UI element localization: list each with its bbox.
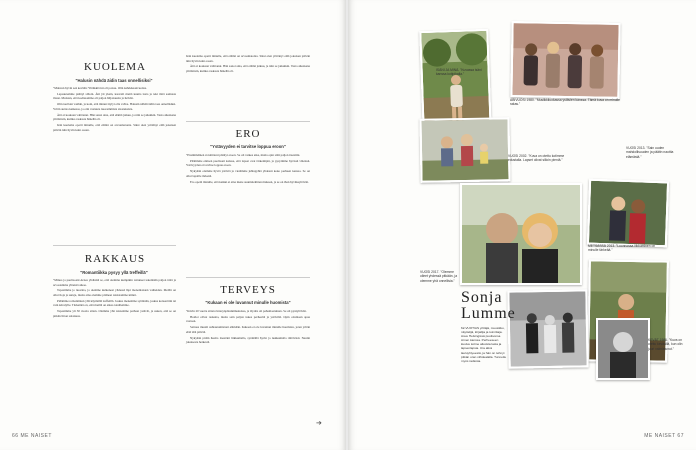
left-page [0,0,346,450]
caption-isani: ISÄNI JA MINÄ. "Kuvassa isäni kanssa kotipihalla." [436,68,482,77]
ero-subtitle: "Ystävyyden ei tarvitse loppua eroon" [210,144,286,149]
column-2-continuation [186,54,310,114]
left-page-folio: 66 ME NAISET [12,433,52,439]
rakkaus-paragraph: Tapasimme yli 30 vuotta sitten. Olemme yhä toistemme parhaat ystävät, ja uskon, että se on pitkän liiton salaisuus. [53,309,176,318]
terveys-body [186,309,310,429]
ero-title: ERO [235,128,261,140]
rakkaus-paragraph: Tapasimme jo nuorina, ja olemme kulkeneet yhdessä läpi monenlaisten vaiheiden. Meillä on ollut iloja ja suruja, mutta aina olemme pitäneet toisistamme kiinni. [53,288,176,297]
kuolema-paragraph: "Muistan hyvin sen kevään: Yhtäkkiä isä oli poissa. Olin kahdeksanvuotias. [53,86,147,90]
section-divider [186,121,310,122]
terveys-paragraph: Nykyään pidän huolta itsestäni liikkumalla, syömällä hyvin ja nukkumalla riittävästi. Nautin jokaisesta hetkestä. [186,335,310,345]
rakkaus-title: RAKKAUS [84,253,146,265]
sonja-name-line2: Lumme [461,305,516,322]
terveys-paragraph: "Kävin 20 vuotta sitten rintasyöpätutkimuksissa, ja löydös oli pahanlaatuinen. Se oli pysäyttävää. [186,309,307,313]
section-divider [186,277,310,278]
rakkaus-subtitle: "Romantiikka pysyy yllä treffeillä" [80,270,148,275]
family-photo-art [421,119,508,180]
selfie-photo-art [462,185,580,283]
kuolema-paragraph: Äiti ei koskaan valittanut. Hän sanoi aina, että elämä jatkuu, ja niin se jatkuikin. Vasta aikuisena ymmärsin, kuinka raskasta hänellä oli. [53,112,176,122]
kuolema-paragraph: Olin tuolloin vanhin, ja koin, että minun täytyi olla vahva. Halusin nähdä äidin taas onnellisiksi. Yritin auttaa kaikessa, ja otin vastuuta nuoremmista sisaruksista. [53,102,176,111]
kuolema-paragraph: Isän kuolema opetti minulle, että elämä on arvaamatonta. Siksi olen yrittänyt elää jokaisen päivän niin hyvin kuin osaan. [186,54,310,63]
garden-photo-art [421,31,489,131]
photo-kevat-1986 [507,289,588,368]
sonja-name-line1: Sonja [461,289,503,306]
terveys-subtitle: "Kukaan ei ole luvannut minulle huomista" [205,300,291,305]
section-divider [53,245,176,246]
rakkaus-paragraph: "Minua ja puolisoani Arnea yhdistää se, että olemme kumpikin tottuneet tekemään paljon töitä ja arvostamme yhteistä aikaa. [53,278,176,287]
caption-metsassa: METSÄSSÄ 2013. "Luonnossa liikkuminen on minulle tärkeää." [588,244,656,253]
ero-paragraph: "Ensimmäinen avioliittoni päättyi eroon. Se oli vaikea aika, mutta opin siitä paljon itsestäni. [186,153,301,157]
kuolema-paragraph: Isän kuolema opetti minulle, että elämä on arvaamatonta. Siksi olen yrittänyt elää jokaisen päivän niin hyvin kuin osaan. [53,122,176,132]
caption-kevat: KEVÄT 1986. "Kuva on otettu keväällä, kun olin juuri valmistunut." [648,338,683,351]
ero-paragraph: Ero opetti minulle, että kaikki ei aina mene suunnitelmien mukaan, ja se on ihan hyväksyttävää. [190,179,309,184]
continue-arrow-icon: ➔ [316,419,322,427]
rakkaus-paragraph: Pidämme romantiikan yllä käymällä treffeillä. Joskus menemme syömään, joskus konserttiin tai vain kävelylle. Tärkeintä on, että meillä on aikaa toisillemme. [53,298,176,308]
photo-abivuosi-1980 [510,21,620,99]
kuolema-paragraph: Äiti ei koskaan valittanut. Hän sanoi aina, että elämä jatkuu, ja niin se jatkuikin. Vasta aikuisena ymmärsin, kuinka raskasta hänellä oli. [186,64,310,73]
caption-abivuosi: ABIVUOSI 1980. "Musiikkiluokassa ystävien kanssa. Tämä kuva on minulle rakas." [510,98,620,107]
wedding-photo-art [589,181,667,246]
terveys-paragraph: Sairaus muutti suhtautumistani elämään. Kukaan ei ole luvannut minulle huomista, joten yritän elää tätä päivää. [186,325,310,334]
caption-vuosi2017: VUOSI 2017. "Olemme olleet yhdessä pitkään, ja olemme yhä onnellisia." [420,270,458,283]
right-page-folio: ME NAISET 67 [644,433,684,439]
ero-body [186,153,310,273]
photo-vuosi-2017 [460,183,582,285]
photo-vuosi-2013 [587,179,669,248]
caption-vuosi2013: VUOSI 2013. "Sain uuden mahdollisuuden ja päätin nauttia elämästä." [626,146,674,159]
terveys-paragraph: Hoidot olivat raskaita, mutta sain paljon tukea perheeltä ja ystäviltä. Opin ottamaan apua vastaan. [186,314,310,324]
kuolema-body [53,86,176,241]
bw-photo-art [509,291,586,366]
kuolema-subtitle: "Halusin nähdä äidin taas onnellisiksi" [75,78,153,83]
photo-kevat-1986-portrait [596,318,650,380]
photo-vuosi-2002 [419,117,510,183]
rakkaus-body [53,278,176,428]
terveys-title: TERVEYS [220,284,276,296]
ero-paragraph: Päätimme entisen puolisoni kanssa, että lapset ovat tärkeimpiä, ja pysyimme hyvissä väleissä. Ystävyyden ei tarvitse loppua eroon. [186,158,310,168]
ero-paragraph: Nykyään olemme hyviä ystäviä ja vietämme juhlapyhiä yhdessä koko perheen kanssa. Se on ollut lapsille tärkeää. [186,169,310,178]
kuolema-paragraph: Lapsuutemme päättyi silloin. Äiti jäi yksin, kasvatti meitä kuutta lasta ja teki töitä aamusta iltaan. Muistan, että kodissamme oli paljon hiljaisuutta ja ikävää. [53,91,176,101]
group-photo-art [512,23,618,97]
kuolema-title: KUOLEMA [84,61,146,73]
caption-vuosi2002: VUOSI 2002. "Kuva on otettu kotimme edustalla. Lapset olivat silloin pieniä." [508,154,565,163]
right-page [348,0,696,450]
portrait-photo-art [598,320,648,378]
sonja-bio: 62-VUOTIAS yrittäjä, muusikko, näyttelijä, kirjailija ja toimittaja. Asuu Helsingissä puolisonsa Arnen kanssa. Perheeseen kuuluu kolme aikuista lasta ja lapsenlapsia. Ura alkoi lauluyhtyeestä, ja hän on tehnyt pitkän uran viihdealalla. Tunnettu myös radiosta. [461,326,507,363]
